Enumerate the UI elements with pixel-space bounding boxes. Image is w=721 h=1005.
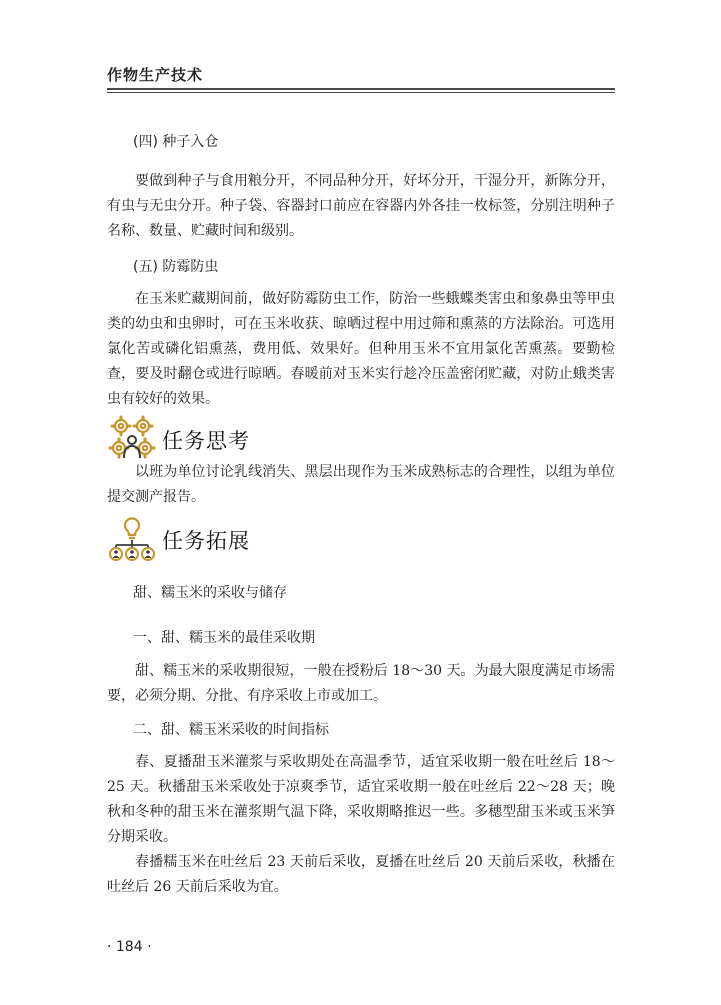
header-rule-thick (107, 88, 615, 90)
running-header-title: 作物生产技术 (107, 66, 204, 84)
task-thinking-title: 任务思考 (162, 429, 250, 453)
section-heading-harvest-timing: 二、甜、糯玉米采收的时间指标 (133, 722, 329, 738)
paragraph-best-harvest: 甜、糯玉米的采收期很短，一般在授粉后 18～30 天。为最大限度满足市场需要，必须分期、分批、有序采收上市或加工。 (107, 663, 615, 704)
paragraph-sweet-corn-timing: 春、夏播甜玉米灌浆与采收期处在高温季节，适宜采收期一般在吐丝后 18～25 天。秋播甜玉米采收处于凉爽季节，适宜采收期一般在吐丝后 22～28 天；晚秋和冬种的甜玉米在灌浆期气温下降，采收期略推迟一些。多穗型甜玉米或玉米笋分期采收。 (107, 754, 615, 845)
section-heading-seed-storage: (四) 种子入仓 (133, 134, 219, 150)
header-rule-thin (107, 92, 615, 93)
section-heading-mold-pest: (五) 防霉防虫 (133, 259, 219, 275)
paragraph-task-thinking: 以班为单位讨论乳线消失、黑层出现作为玉米成熟标志的合理性，以组为单位提交测产报告。 (107, 464, 615, 505)
section-heading-best-harvest: 一、甜、糯玉米的最佳采收期 (133, 630, 315, 646)
lightbulb-network-icon (107, 512, 157, 562)
extension-subtitle: 甜、糯玉米的采收与储存 (133, 585, 287, 601)
task-extension-title: 任务拓展 (162, 529, 250, 553)
gears-person-icon (107, 413, 157, 463)
paragraph-waxy-corn-timing: 春播糯玉米在吐丝后 23 天前后采收，夏播在吐丝后 20 天前后采收，秋播在吐丝后 26 天前后采收为宜。 (107, 854, 615, 895)
paragraph-seed-storage: 要做到种子与食用粮分开，不同品种分开，好坏分开，干湿分开，新陈分开，有虫与无虫分开。种子袋、容器封口前应在容器内外各挂一枚标签，分别注明种子名称、数量、贮藏时间和级别。 (107, 173, 615, 239)
paragraph-mold-pest: 在玉米贮藏期间前，做好防霉防虫工作，防治一些蛾蝶类害虫和象鼻虫等甲虫类的幼虫和虫卵时，可在玉米收获、晾晒过程中用过筛和熏蒸的方法除治。可选用氯化苦或磷化铝熏蒸，费用低、效果好。但种用玉米不宜用氯化苦熏蒸。要勤检查，要及时翻仓或进行晾晒。春暖前对玉米实行趁冷压盖密闭贮藏，对防止蛾类害虫有较好的效果。 (107, 291, 615, 407)
page-number: · 184 · (107, 939, 152, 955)
